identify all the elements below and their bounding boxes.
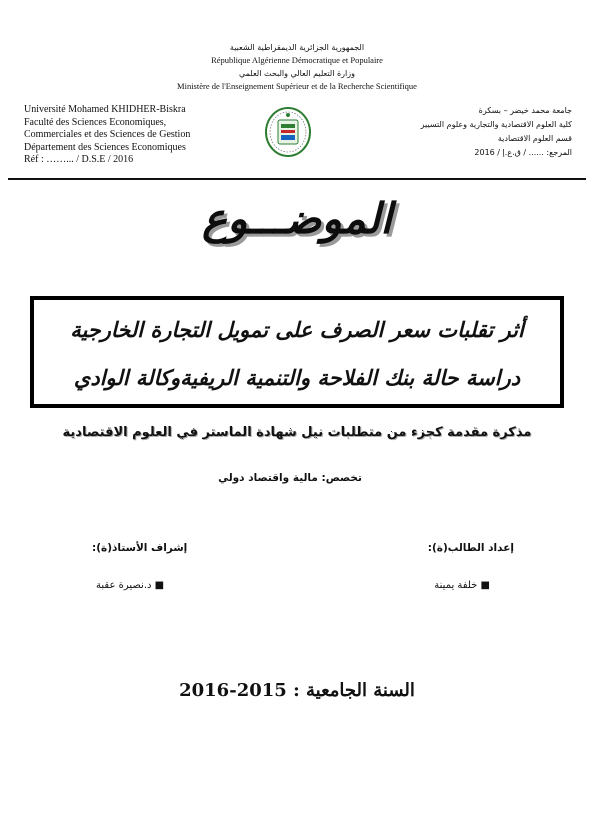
republic-arabic: الجمهورية الجزائرية الديمقراطية الشعبية (229, 43, 365, 52)
university-logo (264, 106, 312, 158)
republic-french: République Algérienne Démocratique et Populaire (211, 55, 383, 65)
subject-heading: الموضـــوع (202, 194, 392, 243)
university-block-french (24, 104, 254, 167)
ministry-arabic: وزارة التعليم العالي والبحث العلمي (239, 69, 355, 78)
department-name-fr: Département des Sciences Economiques (24, 141, 186, 153)
university-name-ar: جامعة محمد خيضر – بسكرة (478, 106, 572, 115)
title-frame (30, 296, 564, 408)
student-label: إعداد الطالب(ة): (427, 542, 514, 554)
header-divider (8, 178, 586, 180)
student-name: خلفة يمينة (434, 580, 478, 591)
specialty: تخصص: مالية واقتصاد دولي (218, 472, 362, 484)
faculty-name-fr-2: Commerciales et des Sciences de Gestion (24, 129, 191, 140)
faculty-name-fr: Faculté des Sciences Economiques, (24, 116, 167, 128)
reference-fr: Réf : ……... / D.S.E / 2016 (24, 154, 134, 165)
supervisor-name-row (96, 580, 164, 591)
faculty-name-ar: كلية العلوم الاقتصادية والتجارية وعلوم التسيير (420, 120, 572, 129)
university-name-fr: Université Mohamed KHIDHER-Biskra (24, 104, 186, 115)
thesis-title-line-1: أثر تقلبات سعر الصرف على تمويل التجارة الخارجية (70, 318, 524, 342)
ministry-french: Ministère de l'Enseignement Supérieur et de la Recherche Scientifique (177, 81, 417, 91)
memo-statement: مذكرة مقدمة كجزء من متطلبات نيل شهادة الماستر في العلوم الاقتصادية (62, 425, 532, 440)
bullet-icon: ■ (151, 580, 165, 591)
university-emblem-icon (264, 106, 312, 158)
department-name-ar: قسم العلوم الاقتصادية (497, 134, 572, 143)
university-block-arabic (362, 104, 572, 160)
bullet-icon: ■ (477, 580, 490, 591)
supervisor-name: د.نصيرة عقبة (96, 580, 152, 591)
academic-year: السنة الجامعية : 2015-2016 (179, 680, 415, 701)
thesis-title-line-2: دراسة حالة بنك الفلاحة والتنمية الريفيةوكالة الوادي (73, 366, 521, 390)
supervisor-label: إشراف الأستاذ(ة): (92, 542, 188, 554)
student-name-row (434, 580, 490, 591)
reference-ar: المرجع: ...... / ق.ع.إ / 2016 (474, 148, 572, 157)
